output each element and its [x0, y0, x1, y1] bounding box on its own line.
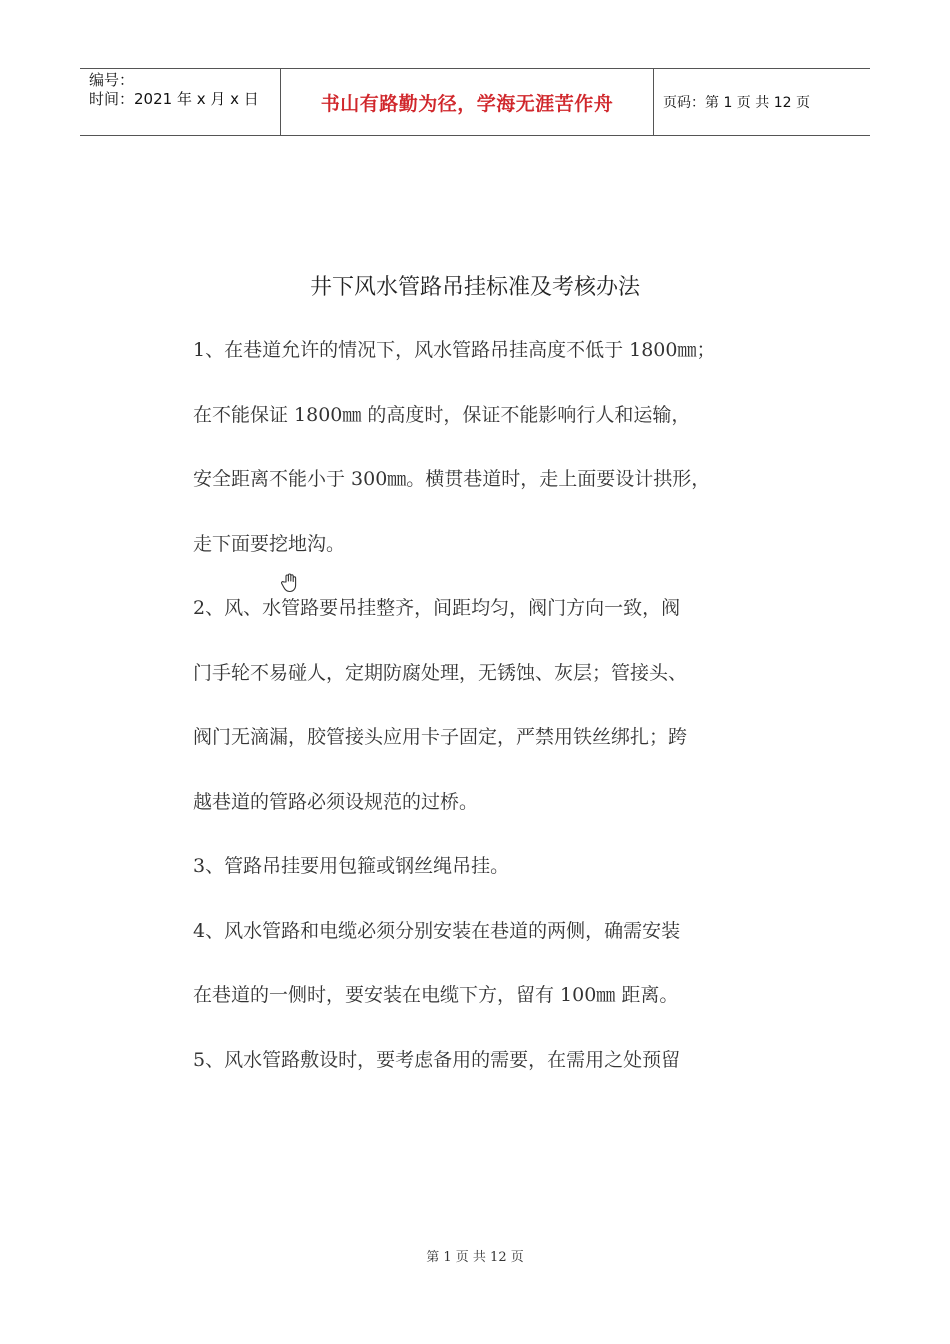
page-header	[80, 68, 870, 136]
body-line: 门手轮不易碰人，定期防腐处理，无锈蚀、灰层；管接头、	[193, 661, 688, 684]
body-line: 1、在巷道允许的情况下，风水管路吊挂高度不低于 1800㎜；	[193, 339, 716, 361]
document-title: 井下风水管路吊挂标准及考核办法	[309, 275, 640, 300]
body-line: 4、风水管路和电缆必须分别安装在巷道的两侧，确需安装	[193, 919, 681, 942]
body-line: 3、管路吊挂要用包箍或钢丝绳吊挂。	[193, 855, 510, 877]
header-meta	[80, 69, 281, 135]
header-page-info: 页码：第 1 页 共 12 页	[663, 95, 810, 111]
header-number-label: 编号：	[89, 71, 135, 89]
body-line: 在巷道的一侧时，要安装在电缆下方，留有 100㎜ 距离。	[193, 984, 679, 1006]
body-line: 在不能保证 1800㎜ 的高度时，保证不能影响行人和运输，	[193, 403, 691, 426]
body-line: 阀门无滴漏，胶管接头应用卡子固定，严禁用铁丝绑扎；跨	[193, 726, 688, 748]
body-line: 越巷道的管路必须设规范的过桥。	[193, 790, 479, 813]
header-time-label: 时间：2021 年 x 月 x 日	[89, 90, 259, 108]
document-body	[193, 318, 763, 1092]
header-motto: 书山有路勤为径，学海无涯苦作舟	[281, 69, 654, 135]
body-line: 5、风水管路敷设时，要考虑备用的需要，在需用之处预留	[193, 1048, 681, 1071]
hand-cursor-icon	[280, 573, 298, 593]
body-line: 走下面要挖地沟。	[193, 532, 346, 555]
page-footer: 第 1 页 共 12 页	[426, 1250, 524, 1265]
body-line: 安全距离不能小于 300㎜。横贯巷道时，走上面要设计拱形，	[193, 468, 711, 490]
body-line: 2、风、水管路要吊挂整齐，间距均匀，阀门方向一致，阀	[193, 597, 681, 619]
